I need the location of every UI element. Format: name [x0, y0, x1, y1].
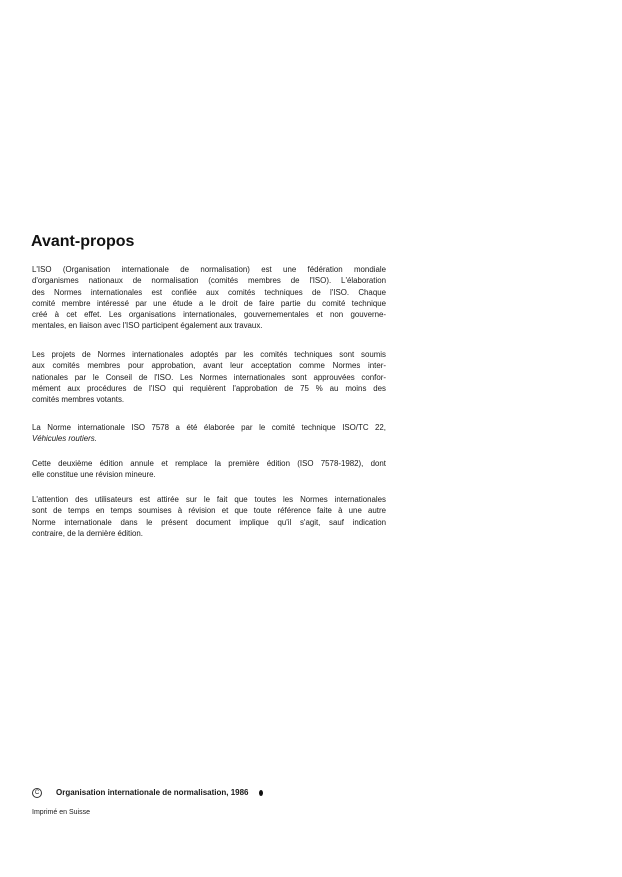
- text-line: comités membres votants.: [32, 395, 125, 405]
- paragraph-revision-notice: [32, 494, 386, 539]
- text-line: mément aux procédures de l'ISO qui requièrent l'approbation de 75 % au moins des: [32, 383, 386, 393]
- bullet-icon: [259, 790, 263, 796]
- printed-in: Imprimé en Suisse: [32, 809, 90, 816]
- text-line: sont de temps en temps soumises à révision et que toute référence faite à une autre: [32, 506, 386, 516]
- text-line: L'attention des utilisateurs est attirée sur le fait que toutes les Normes internationales: [32, 495, 386, 504]
- text-line: La Norme internationale ISO 7578 a été élaborée par le comité technique ISO/TC 22,: [32, 423, 386, 432]
- copyright-icon: C: [32, 788, 42, 798]
- text-line: contraire, de la dernière édition.: [32, 528, 143, 538]
- text-line: nationales par le Conseil de l'ISO. Les Normes internationales sont approuvées confor-: [32, 372, 386, 382]
- paragraph-iso-intro: [32, 264, 386, 332]
- committee-name: Véhicules routiers.: [32, 434, 97, 444]
- text-line: L'ISO (Organisation internationale de normalisation) est une fédération mondiale: [32, 265, 386, 274]
- paragraph-technical-committee: [32, 422, 386, 445]
- text-line: comité membre intéressé par une étude a le droit de faire partie du comité technique: [32, 298, 386, 308]
- text-line: Cette deuxième édition annule et remplace la première édition (ISO 7578-1982), dont: [32, 459, 386, 468]
- text-line: d'organismes nationaux de normalisation (comités membres de l'ISO). L'élaboration: [32, 276, 386, 286]
- copyright-text: Organisation internationale de normalisation, 1986: [56, 788, 249, 798]
- copyright-notice: [32, 788, 263, 798]
- text-line: mentales, en liaison avec l'ISO participent également aux travaux.: [32, 321, 263, 331]
- text-line: Norme internationale dans le présent document implique qu'il s'agit, sauf indication: [32, 517, 386, 527]
- text-line: elle constitue une révision mineure.: [32, 470, 156, 480]
- text-line: des Normes internationales est confiée aux comités techniques de l'ISO. Chaque: [32, 287, 386, 297]
- text-line: Les projets de Normes internationales adoptés par les comités techniques sont soumis: [32, 350, 386, 359]
- page-title: Avant-propos: [31, 233, 135, 250]
- text-line: créé à cet effet. Les organisations internationales, gouvernementales et non gouverne-: [32, 310, 386, 320]
- paragraph-edition: [32, 458, 386, 481]
- text-line: aux comités membres pour approbation, avant leur acceptation comme Normes inter-: [32, 361, 386, 371]
- paragraph-approval: [32, 349, 386, 405]
